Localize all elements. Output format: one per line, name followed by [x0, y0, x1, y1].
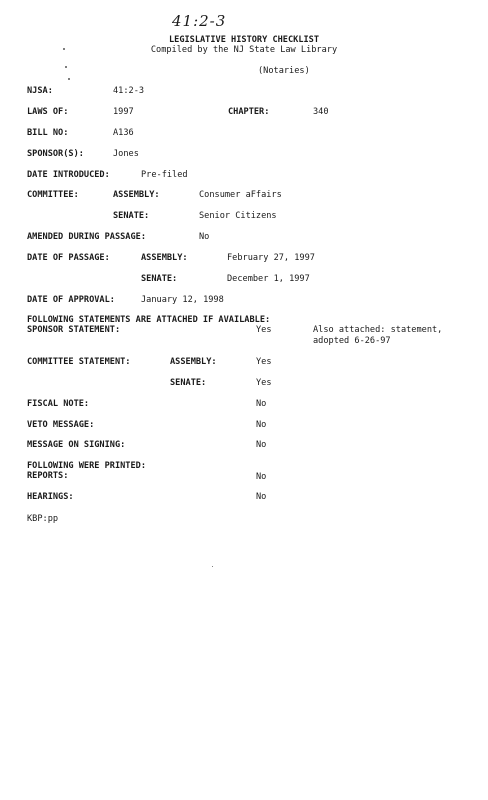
- page-title: LEGISLATIVE HISTORY CHECKLIST: [168, 35, 320, 45]
- speck: [65, 66, 67, 68]
- speck: [68, 78, 70, 80]
- bill-no-value: A136: [113, 128, 134, 138]
- committee-statement-label: COMMITTEE STATEMENT:: [27, 357, 131, 367]
- sponsors-label: SPONSOR(S):: [27, 149, 84, 159]
- sponsor-statement-note-date: adopted 6-26-97: [313, 336, 391, 346]
- laws-of-label: LAWS OF:: [27, 107, 69, 117]
- njsa-value: 41:2-3: [113, 86, 145, 96]
- passage-assembly-value: February 27, 1997: [227, 253, 315, 263]
- hearings-value: No: [256, 492, 267, 502]
- reports-value: No: [256, 472, 267, 482]
- hearings-label: HEARINGS:: [27, 492, 74, 502]
- laws-of-value: 1997: [113, 107, 134, 117]
- passage-assembly-label: ASSEMBLY:: [141, 253, 188, 263]
- committee-statement-senate-label: SENATE:: [170, 378, 207, 388]
- amended-value: No: [199, 232, 210, 242]
- amended-label: AMENDED DURING PASSAGE:: [27, 232, 146, 242]
- fiscal-note-value: No: [256, 399, 267, 409]
- committee-senate-value: Senior Citizens: [199, 211, 277, 221]
- passage-senate-label: SENATE:: [141, 274, 178, 284]
- printed-heading: FOLLOWING WERE PRINTED:: [27, 461, 146, 471]
- statements-heading: FOLLOWING STATEMENTS ARE ATTACHED IF AVAILABLE:: [27, 315, 271, 325]
- sponsor-statement-label: SPONSOR STATEMENT:: [27, 325, 121, 335]
- passage-senate-value: December 1, 1997: [227, 274, 310, 284]
- fiscal-note-label: FISCAL NOTE:: [27, 399, 90, 409]
- topic: (Notaries): [258, 66, 310, 76]
- chapter-value: 340: [313, 107, 329, 117]
- committee-label: COMMITTEE:: [27, 190, 79, 200]
- handwritten-citation: 41:2-3: [172, 12, 227, 30]
- committee-statement-assembly-label: ASSEMBLY:: [170, 357, 217, 367]
- date-introduced-value: Pre-filed: [141, 170, 188, 180]
- njsa-label: NJSA:: [27, 86, 53, 96]
- sponsor-statement-value: Yes: [256, 325, 272, 335]
- reports-label: REPORTS:: [27, 471, 69, 481]
- message-on-signing-label: MESSAGE ON SIGNING:: [27, 440, 126, 450]
- date-of-approval-label: DATE OF APPROVAL:: [27, 295, 115, 305]
- committee-senate-label: SENATE:: [113, 211, 150, 221]
- veto-message-value: No: [256, 420, 267, 430]
- sponsors-value: Jones: [113, 149, 139, 159]
- date-introduced-label: DATE INTRODUCED:: [27, 170, 110, 180]
- bill-no-label: BILL NO:: [27, 128, 69, 138]
- committee-statement-assembly-value: Yes: [256, 357, 272, 367]
- page-subtitle: Compiled by the NJ State Law Library: [150, 45, 338, 55]
- date-of-passage-label: DATE OF PASSAGE:: [27, 253, 110, 263]
- message-on-signing-value: No: [256, 440, 267, 450]
- committee-assembly-value: Consumer aFfairs: [199, 190, 282, 200]
- date-of-approval-value: January 12, 1998: [141, 295, 224, 305]
- committee-statement-senate-value: Yes: [256, 378, 272, 388]
- speck: [212, 566, 213, 567]
- committee-assembly-label: ASSEMBLY:: [113, 190, 160, 200]
- veto-message-label: VETO MESSAGE:: [27, 420, 95, 430]
- chapter-label: CHAPTER:: [228, 107, 270, 117]
- typist-initials: KBP:pp: [27, 514, 59, 524]
- sponsor-statement-note: Also attached: statement,: [313, 325, 443, 335]
